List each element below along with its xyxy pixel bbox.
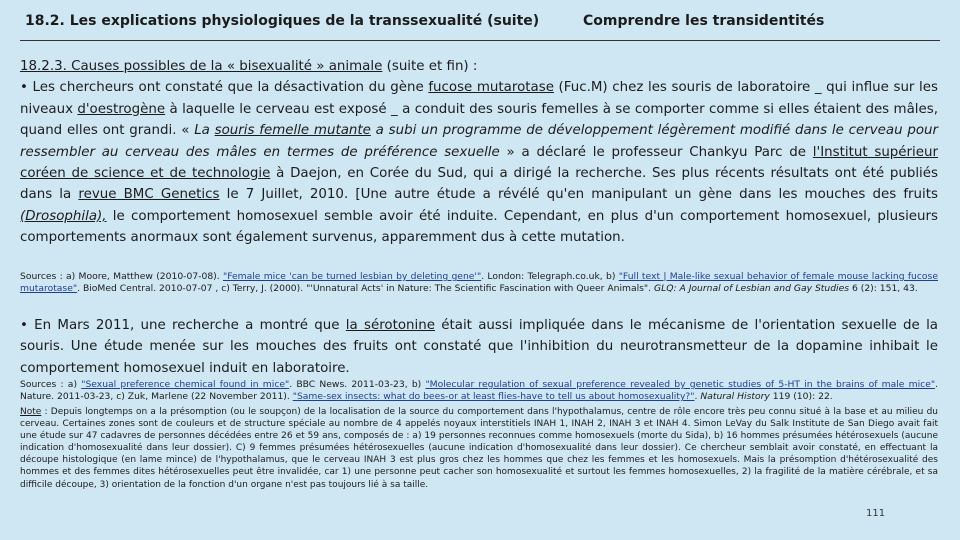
text-run: le 7 Juillet, 2010. [Une autre étude a révélé qu'en manipulant un gène dans les mouches des fruits bbox=[219, 187, 938, 203]
quote-text: a subi un programme de développement légèrement modifié dans le cerveau pour ressembler au cerveau des mâles en termes de préférence sexuelle bbox=[20, 123, 939, 160]
text-run: était aussi impliquée dans le mécanisme de l'orientation sexuelle de la souris. Une étude menée sur les mouches des fruits ont constaté que l'inhibition du neurotransmetteur de la dopamine inhibait le comportement homosexuel induit en laboratoire. bbox=[20, 318, 938, 376]
link-institut-coreen[interactable]: l'Institut supérieur coréen de science et de technologie bbox=[20, 144, 939, 182]
source-text: Sources : a) Moore, Matthew (2010-07-08). bbox=[20, 271, 223, 282]
page-number: 111 bbox=[866, 508, 886, 519]
text-run: le comportement homosexuel semble avoir été induite. Cependant, en plus d'un comportement homosexuel, plusieurs comportements anormaux sont également survenus, apparemment dus à cette mutation. bbox=[20, 208, 938, 246]
link-bmc-genetics[interactable]: revue BMC Genetics bbox=[78, 187, 220, 203]
source-text: . BioMed Central. 2010-07-07 , c) Terry, J. (2000). "'Unnatural Acts' in Nature: The Scientific Fascination with Queer Animals". bbox=[77, 283, 654, 295]
source-link-nature[interactable]: "Molecular regulation of sexual preference revealed by genetic studies of 5-HT in the brains of male mice" bbox=[425, 379, 936, 390]
paragraph-serotonin bbox=[20, 315, 938, 379]
sources-block-2 bbox=[20, 379, 938, 404]
source-link-bbc[interactable]: "Sexual preference chemical found in mice" bbox=[81, 379, 290, 390]
link-fucose-mutarotase[interactable]: fucose mutarotase bbox=[428, 80, 554, 96]
deck-title: Comprendre les transidentités bbox=[583, 13, 825, 29]
sources-block-1 bbox=[20, 271, 938, 296]
journal-title: Natural History bbox=[700, 391, 770, 403]
source-link-natural-history[interactable]: "Same-sex insects: what do bees-or at least flies-have to tell us about homosexuality?" bbox=[292, 391, 695, 403]
source-text: 119 (10): 22. bbox=[769, 391, 833, 403]
link-drosophila[interactable]: (Drosophila), bbox=[20, 208, 107, 224]
note-label: Note bbox=[20, 407, 42, 417]
source-link-telegraph[interactable]: "Female mice 'can be turned lesbian by deleting gene'" bbox=[222, 271, 482, 282]
source-text: 6 (2): 151, 43. bbox=[849, 283, 918, 295]
text-run: (Fuc.M) chez les souris de laboratoire _ qui influe sur les niveaux bbox=[20, 80, 938, 117]
source-text: Sources : a) bbox=[20, 379, 82, 390]
link-souris-femelle-mutante[interactable]: souris femelle mutante bbox=[214, 123, 371, 139]
note-text: : Depuis longtemps on a la présomption (ou le soupçon) de la localisation de la source du comportement dans l'hypothalamus, centre de rôle encore très peu connu situé à la base et au milieu du cerveau. Certaines zones sont de couleurs et de structure spéciale au nombre de 4 appelés noyaux interstitiels INAH 1, INAH 2, INAH 3 et INAH 4. Simon LeVay du Salk Institute de San Diego avait fait une étude sur 47 cadavres de personnes décédées entre 26 et 59 ans, composés de : a) 19 personnes reconnues comme homosexuels (morte du Sida), b) 16 hommes présumées hétérosexuels (aucune indication d'homosexualité dans leur dossier). C) 9 femmes présumées hétérosexuelles (aucune indication d'homosexualité dans leur dossier). Ce chercheur semblait avoir constaté, en effectuant la découpe histologique (en lame mince) de l'hypothalamus, que le cerveau INAH 3 est plus gros chez les hommes que chez les femmes et les homosexuels. Mais la présomption d'hétérosexualité des hommes et des femmes dites hétérosexuelles peut être invalidée, car 1) une personne peut cacher son homosexualité et surtout les femmes homosexuelles, 2) la fragilité de la matière cérébrale, et sa difficile découpe, 3) orientation de la fonction d'un organe n'est pas toujours lié à sa taille. bbox=[20, 407, 938, 490]
source-text: . London: Telegraph.co.uk, b) bbox=[481, 271, 619, 282]
text-run: » a déclaré le professeur Chankyu Parc de bbox=[499, 144, 813, 160]
section-title: 18.2. Les explications physiologiques de la transsexualité (suite) bbox=[25, 13, 540, 29]
text-run: • En Mars 2011, une recherche a montré que bbox=[20, 318, 346, 333]
journal-title: GLQ: A Journal of Lesbian and Gay Studies bbox=[654, 283, 850, 295]
quote-text: La bbox=[194, 123, 215, 139]
text-run: à Daejon, en Corée du Sud, qui a dirigé la recherche. Ses plus récents résultats ont été publiés dans la bbox=[20, 166, 938, 203]
link-serotonine[interactable]: la sérotonine bbox=[345, 318, 435, 333]
subsection-heading-suffix: (suite et fin) : bbox=[382, 59, 478, 74]
link-oestrogene[interactable]: d'oestrogène bbox=[77, 101, 166, 117]
text-run: à laquelle le cerveau est exposé _ a conduit des souris femelles à se comporter comme si elles étaient des mâles, quand elles ont grandi. « bbox=[20, 101, 938, 139]
text-run: • Les chercheurs ont constaté que la désactivation du gène bbox=[20, 80, 429, 96]
source-link-biomed[interactable]: "Full text | Male-like sexual behavior of female mouse lacking fucose mutarotase" bbox=[20, 271, 938, 295]
source-text: . Nature. 2011-03-23, c) Zuk, Marlene (22 November 2011). bbox=[20, 379, 938, 403]
subsection-heading: 18.2.3. Causes possibles de la « bisexualité » animale bbox=[20, 59, 383, 74]
source-text: . BBC News. 2011-03-23, b) bbox=[289, 379, 426, 390]
header-divider bbox=[20, 40, 940, 41]
paragraph-animal-bisexuality bbox=[20, 56, 938, 249]
note-block bbox=[20, 406, 938, 491]
source-text: . bbox=[694, 391, 701, 403]
